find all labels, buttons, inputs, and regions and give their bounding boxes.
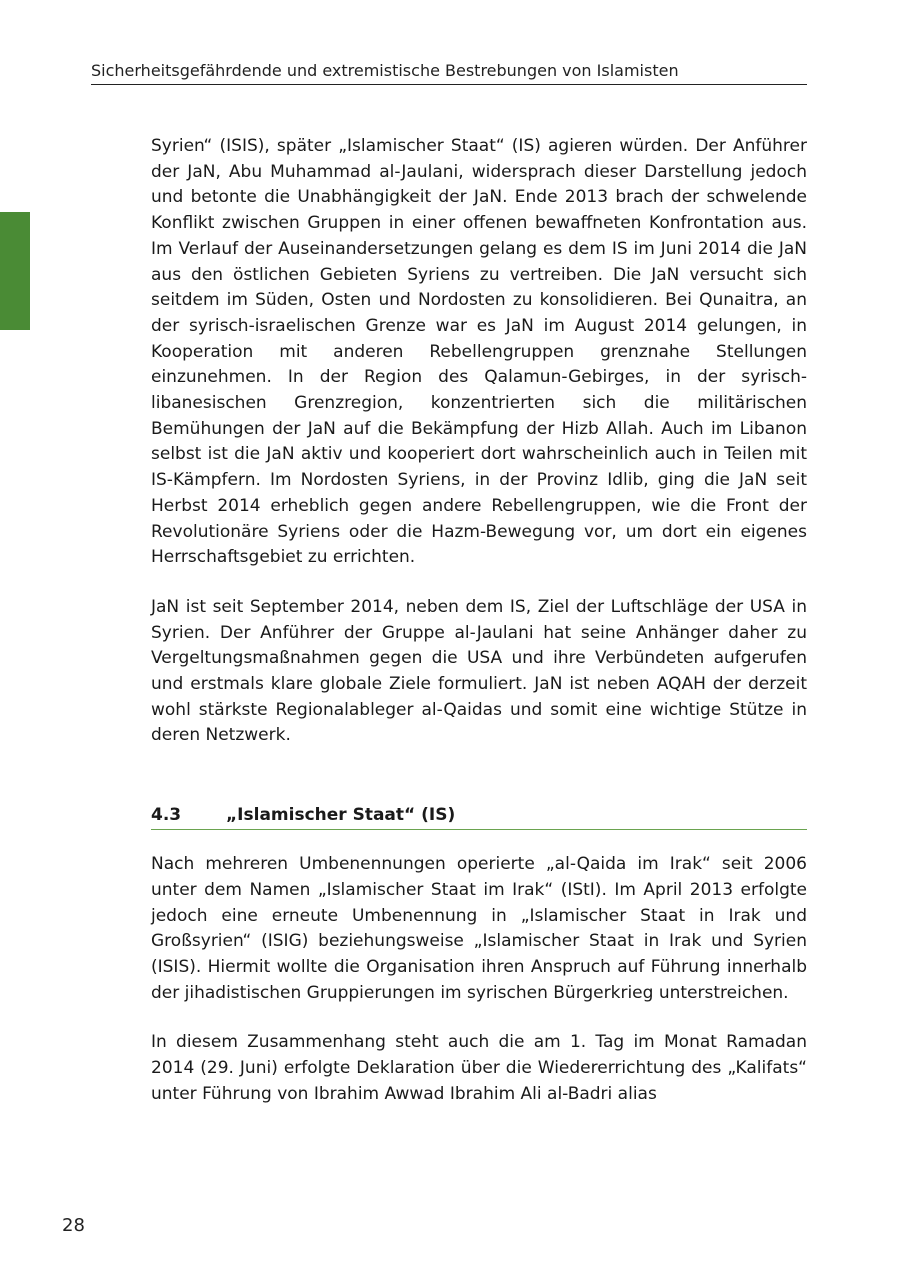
header-rule xyxy=(91,84,807,85)
body-paragraph-1: Syrien“ (ISIS), später „Islamischer Staat“ (IS) agieren würden. Der Anführer der JaN, Abu Muhammad al-Jaulani, widersprach dieser Darstellung jedoch und betonte die Unabhängigkeit der JaN. Ende 2013 brach der schwelende Konflikt zwischen Gruppen in einer offenen bewaffneten Konfrontation aus. Im Verlauf der Auseinandersetzungen gelang es dem IS im Juni 2014 die JaN aus den östlichen Gebieten Syriens zu vertreiben. Die JaN versucht sich seitdem im Süden, Osten und Nordosten zu konsolidieren. Bei Qunaitra, an der syrisch-israelischen Grenze war es JaN im August 2014 gelungen, in Kooperation mit anderen Rebellengruppen grenznahe Stellungen einzunehmen. In der Region des Qalamun-Gebirges, in der syrisch-libanesischen Grenzregion, konzentrierten sich die militärischen Bemühungen der JaN auf die Bekämpfung der Hizb Allah. Auch im Libanon selbst ist die JaN aktiv und kooperiert dort wahrscheinlich auch in Teilen mit IS-Kämpfern. Im Nordosten Syriens, in der Provinz Idlib, ging die JaN seit Herbst 2014 erheblich gegen andere Rebellengruppen, wie die Front der Revolutionäre Syriens oder die Hazm-Bewegung vor, um dort ein eigenes Herrschaftsgebiet zu errichten. xyxy=(151,136,807,568)
running-header: Sicherheitsgefährdende und extremistische Bestrebungen von Islamisten xyxy=(91,61,679,80)
section-title: „Islamischer Staat“ (IS) xyxy=(226,805,456,826)
section-number: 4.3 xyxy=(151,805,182,826)
body-paragraph-3: Nach mehreren Umbenennungen operierte „al-Qaida im Irak“ seit 2006 unter dem Namen „Islamischer Staat im Irak“ (IStI). Im April 2013 erfolgte jedoch eine erneute Umbenennung in „Islamischer Staat in Irak und Großsyrien“ (ISIG) beziehungsweise „Islamischer Staat in Irak und Syrien (ISIS). Hiermit wollte die Organisation ihren Anspruch auf Führung innerhalb der jihadistischen Gruppierungen im syrischen Bürgerkrieg unterstreichen. xyxy=(151,854,807,1003)
chapter-side-tab xyxy=(0,212,30,330)
page-number: 28 xyxy=(62,1215,85,1236)
body-paragraph-2: JaN ist seit September 2014, neben dem IS, Ziel der Luftschläge der USA in Syrien. Der Anführer der Gruppe al-Jaulani hat seine Anhänger daher zu Vergeltungsmaßnahmen gegen die USA und ihre Verbündeten aufgerufen und erstmals klare globale Ziele formuliert. JaN ist neben AQAH der derzeit wohl stärkste Regionalableger al-Qaidas und somit eine wichtige Stütze in deren Netzwerk. xyxy=(151,596,807,746)
page-content xyxy=(151,134,807,1108)
section-heading xyxy=(151,803,807,830)
body-paragraph-4: In diesem Zusammenhang steht auch die am 1. Tag im Monat Ramadan 2014 (29. Juni) erfolgte Deklaration über die Wiedererrichtung des „Kalifats“ unter Führung von Ibrahim Awwad Ibrahim Ali al-Badri alias xyxy=(151,1032,807,1104)
